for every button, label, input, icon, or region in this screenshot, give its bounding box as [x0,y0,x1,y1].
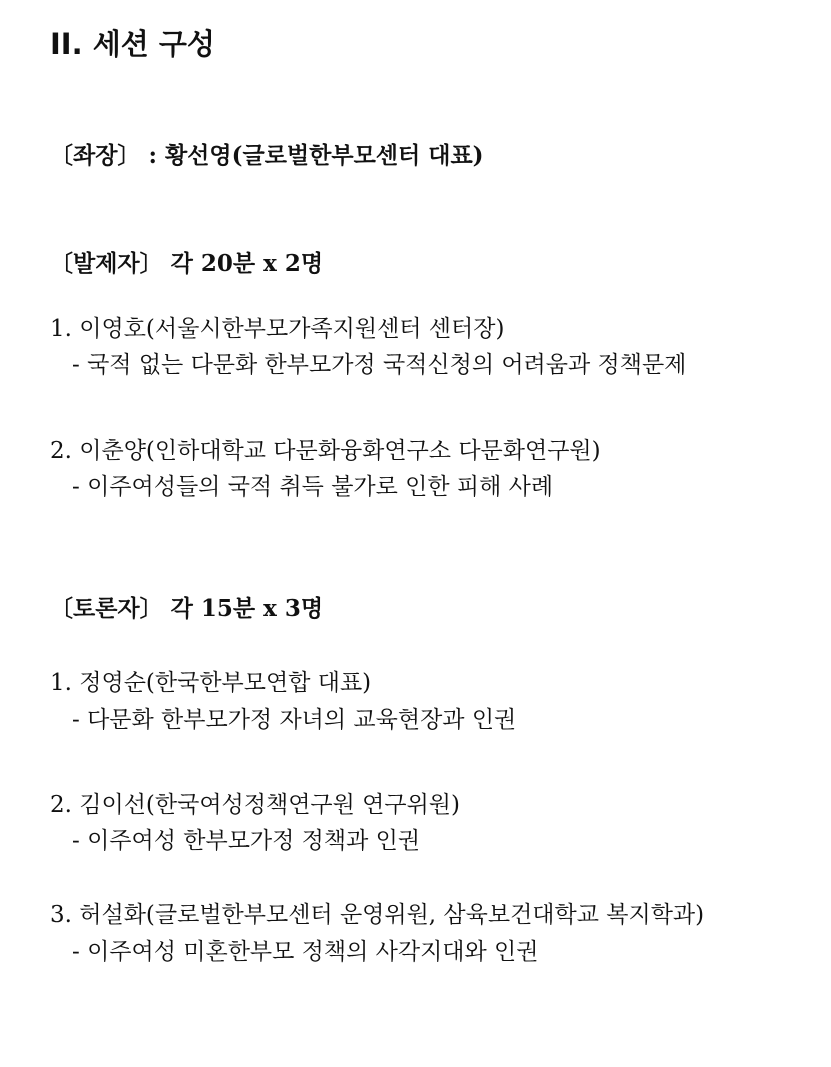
discussants-header: 〔토론자〕 각 15분 x 3명 [50,595,324,622]
discussant-2-name: 2. 김이선(한국여성정책연구원 연구위원) [50,792,461,818]
chair-line: 〔좌장〕 : 황선영(글로벌한부모센터 대표) [50,142,484,169]
discussant-2-topic: - 이주여성 한부모가정 정책과 인권 [72,828,421,854]
discussant-3-name: 3. 허설화(글로벌한부모센터 운영위원, 삼육보건대학교 복지학과) [50,902,705,928]
presenter-2-name: 2. 이춘양(인하대학교 다문화융화연구소 다문화연구원) [50,438,601,464]
discussant-1-topic: - 다문화 한부모가정 자녀의 교육현장과 인권 [72,707,517,733]
presenter-1-name: 1. 이영호(서울시한부모가족지원센터 센터장) [50,316,505,342]
presenter-1-topic: - 국적 없는 다문화 한부모가정 국적신청의 어려움과 정책문제 [72,352,687,378]
presenters-header: 〔발제자〕 각 20분 x 2명 [50,250,324,277]
presenter-2-topic: - 이주여성들의 국적 취득 불가로 인한 피해 사례 [72,474,554,500]
discussant-3-topic: - 이주여성 미혼한부모 정책의 사각지대와 인권 [72,939,539,965]
discussant-1-name: 1. 정영순(한국한부모연합 대표) [50,670,372,696]
section-title: II. 세션 구성 [50,27,215,61]
